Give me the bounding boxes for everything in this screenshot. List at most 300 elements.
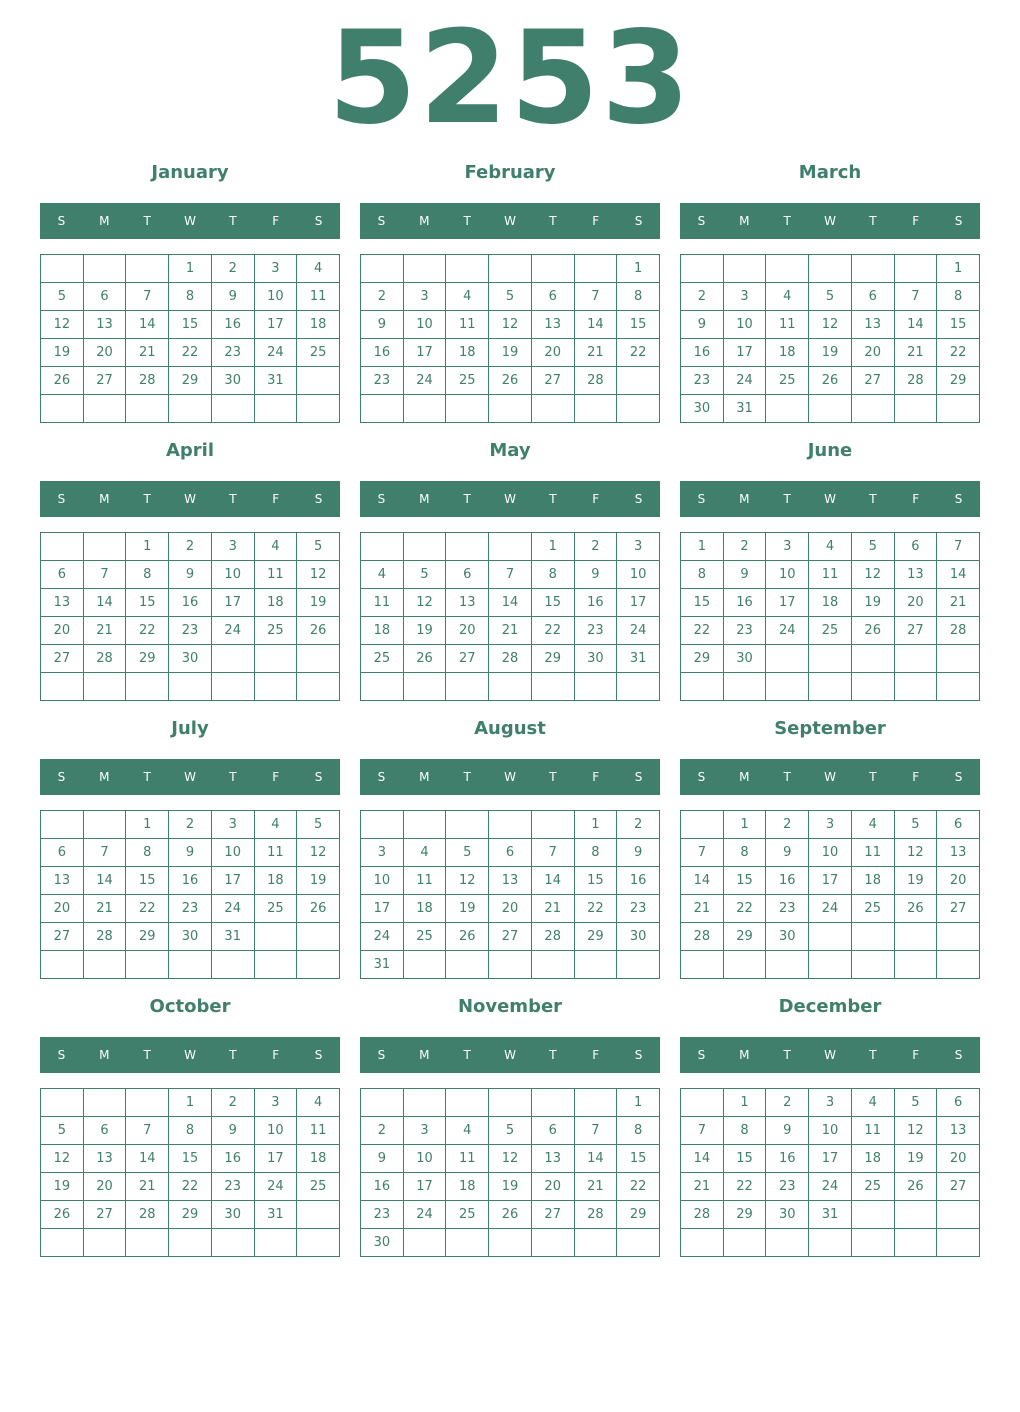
day-cell: 10 bbox=[404, 1145, 447, 1173]
weekday-label: T bbox=[229, 1048, 237, 1062]
day-cell bbox=[361, 395, 404, 423]
weekday-label: T bbox=[869, 214, 877, 228]
day-cell bbox=[169, 395, 212, 423]
day-cell: 12 bbox=[489, 311, 532, 339]
day-cell: 11 bbox=[852, 1117, 895, 1145]
day-cell bbox=[84, 1089, 127, 1117]
day-cell: 4 bbox=[852, 1089, 895, 1117]
day-cell: 21 bbox=[489, 617, 532, 645]
day-cell: 6 bbox=[937, 1089, 980, 1117]
day-cell: 15 bbox=[617, 311, 660, 339]
day-cell: 10 bbox=[617, 561, 660, 589]
day-cell bbox=[937, 645, 980, 673]
weekday-label: F bbox=[912, 1048, 920, 1062]
weekday-label: T bbox=[549, 1048, 557, 1062]
days-grid bbox=[360, 1088, 660, 1257]
day-cell: 26 bbox=[446, 923, 489, 951]
day-cell: 17 bbox=[255, 1145, 298, 1173]
day-cell bbox=[895, 1201, 938, 1229]
day-cell: 9 bbox=[169, 561, 212, 589]
day-cell: 20 bbox=[852, 339, 895, 367]
day-cell: 16 bbox=[575, 589, 618, 617]
day-cell: 22 bbox=[169, 1173, 212, 1201]
day-cell: 30 bbox=[212, 1201, 255, 1229]
day-cell: 24 bbox=[617, 617, 660, 645]
day-cell: 14 bbox=[681, 1145, 724, 1173]
weekday-label: T bbox=[229, 214, 237, 228]
weekday-label: T bbox=[143, 492, 151, 506]
weekday-label: W bbox=[824, 214, 836, 228]
weekday-header bbox=[680, 1037, 980, 1073]
day-cell bbox=[255, 395, 298, 423]
day-cell: 13 bbox=[84, 311, 127, 339]
day-cell: 28 bbox=[575, 1201, 618, 1229]
day-cell bbox=[126, 1089, 169, 1117]
day-cell bbox=[575, 395, 618, 423]
day-cell bbox=[681, 1229, 724, 1257]
day-cell: 6 bbox=[937, 811, 980, 839]
day-cell bbox=[404, 811, 447, 839]
day-cell: 12 bbox=[404, 589, 447, 617]
day-cell bbox=[617, 673, 660, 701]
weekday-label: S bbox=[57, 1048, 66, 1062]
day-cell: 19 bbox=[895, 867, 938, 895]
day-cell: 19 bbox=[895, 1145, 938, 1173]
day-cell: 21 bbox=[84, 617, 127, 645]
weekday-label: W bbox=[184, 1048, 196, 1062]
day-cell: 15 bbox=[126, 589, 169, 617]
day-cell bbox=[297, 673, 340, 701]
day-cell: 15 bbox=[724, 867, 767, 895]
weekday-label: T bbox=[463, 492, 471, 506]
day-cell: 4 bbox=[297, 1089, 340, 1117]
day-cell bbox=[575, 255, 618, 283]
day-cell: 13 bbox=[937, 1117, 980, 1145]
day-cell: 26 bbox=[41, 1201, 84, 1229]
weekday-label: F bbox=[912, 214, 920, 228]
day-cell: 17 bbox=[809, 1145, 852, 1173]
day-cell bbox=[489, 395, 532, 423]
day-cell: 25 bbox=[361, 645, 404, 673]
day-cell: 19 bbox=[297, 867, 340, 895]
day-cell: 6 bbox=[84, 1117, 127, 1145]
day-cell bbox=[361, 533, 404, 561]
day-cell: 13 bbox=[937, 839, 980, 867]
day-cell: 16 bbox=[766, 867, 809, 895]
day-cell: 19 bbox=[404, 617, 447, 645]
day-cell: 16 bbox=[617, 867, 660, 895]
day-cell bbox=[446, 395, 489, 423]
weekday-label: W bbox=[184, 770, 196, 784]
day-cell: 20 bbox=[937, 867, 980, 895]
day-cell: 31 bbox=[724, 395, 767, 423]
day-cell: 22 bbox=[617, 339, 660, 367]
day-cell bbox=[361, 1089, 404, 1117]
weekday-label: F bbox=[592, 1048, 600, 1062]
weekday-label: S bbox=[314, 1048, 323, 1062]
day-cell: 25 bbox=[255, 895, 298, 923]
day-cell: 1 bbox=[617, 1089, 660, 1117]
day-cell: 11 bbox=[852, 839, 895, 867]
weekday-label: W bbox=[184, 492, 196, 506]
day-cell: 19 bbox=[446, 895, 489, 923]
day-cell: 15 bbox=[169, 1145, 212, 1173]
day-cell: 30 bbox=[361, 1229, 404, 1257]
day-cell: 5 bbox=[446, 839, 489, 867]
day-cell: 18 bbox=[255, 589, 298, 617]
day-cell bbox=[255, 1229, 298, 1257]
day-cell bbox=[41, 395, 84, 423]
weekday-header bbox=[360, 203, 660, 239]
weekday-header bbox=[680, 203, 980, 239]
day-cell: 10 bbox=[361, 867, 404, 895]
day-cell bbox=[404, 1089, 447, 1117]
day-cell: 20 bbox=[489, 895, 532, 923]
day-cell bbox=[297, 1201, 340, 1229]
day-cell: 26 bbox=[404, 645, 447, 673]
weekday-label: S bbox=[634, 214, 643, 228]
day-cell: 30 bbox=[681, 395, 724, 423]
day-cell: 9 bbox=[766, 839, 809, 867]
weekday-label: M bbox=[99, 770, 110, 784]
day-cell: 20 bbox=[446, 617, 489, 645]
day-cell: 29 bbox=[575, 923, 618, 951]
day-cell bbox=[84, 811, 127, 839]
month-june bbox=[680, 433, 980, 701]
day-cell: 21 bbox=[937, 589, 980, 617]
day-cell: 8 bbox=[617, 1117, 660, 1145]
day-cell: 25 bbox=[255, 617, 298, 645]
day-cell: 4 bbox=[446, 283, 489, 311]
month-name: May bbox=[489, 440, 531, 461]
day-cell bbox=[446, 1089, 489, 1117]
day-cell: 31 bbox=[255, 1201, 298, 1229]
month-august bbox=[360, 711, 660, 979]
day-cell: 29 bbox=[169, 1201, 212, 1229]
day-cell: 9 bbox=[681, 311, 724, 339]
weekday-label: M bbox=[739, 214, 750, 228]
day-cell: 24 bbox=[766, 617, 809, 645]
day-cell: 10 bbox=[809, 839, 852, 867]
month-october bbox=[40, 989, 340, 1257]
weekday-label: S bbox=[314, 770, 323, 784]
weekday-header bbox=[40, 203, 340, 239]
day-cell: 12 bbox=[852, 561, 895, 589]
day-cell: 6 bbox=[84, 283, 127, 311]
day-cell: 13 bbox=[489, 867, 532, 895]
day-cell: 7 bbox=[489, 561, 532, 589]
day-cell: 17 bbox=[212, 867, 255, 895]
day-cell bbox=[895, 673, 938, 701]
day-cell bbox=[766, 1229, 809, 1257]
day-cell: 14 bbox=[895, 311, 938, 339]
day-cell: 22 bbox=[681, 617, 724, 645]
day-cell bbox=[446, 673, 489, 701]
day-cell: 9 bbox=[766, 1117, 809, 1145]
day-cell: 22 bbox=[617, 1173, 660, 1201]
day-cell bbox=[809, 923, 852, 951]
day-cell bbox=[489, 951, 532, 979]
day-cell bbox=[404, 255, 447, 283]
weekday-label: F bbox=[272, 1048, 280, 1062]
month-name: February bbox=[464, 162, 556, 183]
day-cell: 10 bbox=[809, 1117, 852, 1145]
day-cell: 7 bbox=[84, 839, 127, 867]
day-cell: 27 bbox=[532, 1201, 575, 1229]
day-cell: 27 bbox=[84, 1201, 127, 1229]
day-cell: 3 bbox=[212, 811, 255, 839]
day-cell: 20 bbox=[84, 339, 127, 367]
day-cell bbox=[404, 951, 447, 979]
weekday-label: W bbox=[824, 1048, 836, 1062]
day-cell: 23 bbox=[361, 367, 404, 395]
day-cell: 9 bbox=[361, 1145, 404, 1173]
day-cell: 26 bbox=[297, 895, 340, 923]
day-cell bbox=[361, 255, 404, 283]
day-cell bbox=[212, 951, 255, 979]
day-cell: 4 bbox=[852, 811, 895, 839]
day-cell: 23 bbox=[766, 1173, 809, 1201]
day-cell: 20 bbox=[895, 589, 938, 617]
day-cell: 22 bbox=[532, 617, 575, 645]
weekday-header bbox=[40, 1037, 340, 1073]
day-cell: 27 bbox=[489, 923, 532, 951]
day-cell: 30 bbox=[169, 923, 212, 951]
day-cell: 25 bbox=[852, 895, 895, 923]
year-title: 5253 bbox=[327, 4, 693, 153]
day-cell: 3 bbox=[361, 839, 404, 867]
day-cell bbox=[809, 673, 852, 701]
weekday-label: M bbox=[99, 1048, 110, 1062]
day-cell bbox=[852, 951, 895, 979]
weekday-label: S bbox=[314, 492, 323, 506]
day-cell: 12 bbox=[895, 1117, 938, 1145]
day-cell: 21 bbox=[575, 1173, 618, 1201]
weekday-label: T bbox=[783, 214, 791, 228]
day-cell: 20 bbox=[532, 1173, 575, 1201]
day-cell: 3 bbox=[255, 1089, 298, 1117]
day-cell: 5 bbox=[297, 811, 340, 839]
day-cell: 3 bbox=[809, 1089, 852, 1117]
weekday-label: S bbox=[377, 214, 386, 228]
day-cell bbox=[809, 395, 852, 423]
day-cell bbox=[126, 951, 169, 979]
day-cell bbox=[489, 533, 532, 561]
day-cell bbox=[724, 673, 767, 701]
day-cell bbox=[169, 673, 212, 701]
day-cell: 31 bbox=[361, 951, 404, 979]
day-cell bbox=[575, 1229, 618, 1257]
day-cell: 2 bbox=[681, 283, 724, 311]
days-grid bbox=[360, 254, 660, 423]
day-cell: 10 bbox=[212, 839, 255, 867]
day-cell bbox=[84, 1229, 127, 1257]
month-september bbox=[680, 711, 980, 979]
day-cell: 6 bbox=[895, 533, 938, 561]
day-cell: 27 bbox=[41, 923, 84, 951]
day-cell: 11 bbox=[255, 839, 298, 867]
day-cell bbox=[41, 1229, 84, 1257]
day-cell bbox=[532, 1089, 575, 1117]
day-cell: 18 bbox=[361, 617, 404, 645]
day-cell: 24 bbox=[212, 895, 255, 923]
day-cell: 24 bbox=[809, 895, 852, 923]
day-cell: 15 bbox=[575, 867, 618, 895]
day-cell bbox=[255, 923, 298, 951]
day-cell: 1 bbox=[724, 811, 767, 839]
day-cell bbox=[852, 645, 895, 673]
day-cell: 5 bbox=[895, 811, 938, 839]
month-january bbox=[40, 155, 340, 423]
day-cell: 17 bbox=[404, 1173, 447, 1201]
day-cell bbox=[489, 255, 532, 283]
day-cell bbox=[724, 951, 767, 979]
day-cell bbox=[404, 533, 447, 561]
day-cell: 11 bbox=[446, 1145, 489, 1173]
day-cell bbox=[255, 951, 298, 979]
day-cell: 16 bbox=[212, 1145, 255, 1173]
day-cell: 22 bbox=[724, 895, 767, 923]
weekday-label: W bbox=[184, 214, 196, 228]
day-cell: 14 bbox=[84, 589, 127, 617]
day-cell: 8 bbox=[575, 839, 618, 867]
day-cell: 31 bbox=[212, 923, 255, 951]
day-cell: 16 bbox=[169, 867, 212, 895]
day-cell: 7 bbox=[895, 283, 938, 311]
day-cell: 26 bbox=[852, 617, 895, 645]
weekday-label: S bbox=[697, 770, 706, 784]
day-cell: 3 bbox=[404, 1117, 447, 1145]
day-cell: 25 bbox=[766, 367, 809, 395]
day-cell: 29 bbox=[126, 923, 169, 951]
day-cell: 9 bbox=[575, 561, 618, 589]
month-july bbox=[40, 711, 340, 979]
day-cell: 24 bbox=[255, 339, 298, 367]
day-cell bbox=[937, 923, 980, 951]
day-cell: 28 bbox=[532, 923, 575, 951]
day-cell: 18 bbox=[852, 1145, 895, 1173]
day-cell: 31 bbox=[809, 1201, 852, 1229]
day-cell: 2 bbox=[361, 1117, 404, 1145]
day-cell: 1 bbox=[724, 1089, 767, 1117]
day-cell bbox=[126, 1229, 169, 1257]
weekday-label: S bbox=[57, 214, 66, 228]
weekday-label: S bbox=[57, 770, 66, 784]
weekday-label: T bbox=[229, 492, 237, 506]
day-cell: 17 bbox=[766, 589, 809, 617]
day-cell bbox=[532, 1229, 575, 1257]
day-cell bbox=[617, 1229, 660, 1257]
day-cell: 8 bbox=[937, 283, 980, 311]
day-cell: 3 bbox=[617, 533, 660, 561]
day-cell: 3 bbox=[724, 283, 767, 311]
day-cell: 13 bbox=[84, 1145, 127, 1173]
day-cell: 15 bbox=[532, 589, 575, 617]
weekday-label: M bbox=[419, 214, 430, 228]
days-grid bbox=[40, 532, 340, 701]
day-cell: 25 bbox=[404, 923, 447, 951]
weekday-label: M bbox=[99, 214, 110, 228]
day-cell: 1 bbox=[617, 255, 660, 283]
day-cell: 29 bbox=[617, 1201, 660, 1229]
month-name: March bbox=[798, 162, 862, 183]
day-cell: 26 bbox=[489, 367, 532, 395]
day-cell: 4 bbox=[255, 533, 298, 561]
day-cell bbox=[41, 951, 84, 979]
day-cell: 15 bbox=[681, 589, 724, 617]
day-cell bbox=[41, 255, 84, 283]
weekday-label: T bbox=[143, 1048, 151, 1062]
weekday-label: W bbox=[824, 492, 836, 506]
day-cell bbox=[255, 673, 298, 701]
day-cell: 23 bbox=[169, 617, 212, 645]
day-cell bbox=[297, 645, 340, 673]
day-cell: 21 bbox=[532, 895, 575, 923]
day-cell: 26 bbox=[809, 367, 852, 395]
day-cell bbox=[575, 673, 618, 701]
day-cell: 27 bbox=[84, 367, 127, 395]
day-cell bbox=[532, 951, 575, 979]
weekday-label: M bbox=[419, 770, 430, 784]
day-cell bbox=[404, 395, 447, 423]
day-cell: 5 bbox=[41, 283, 84, 311]
day-cell bbox=[532, 255, 575, 283]
weekday-label: S bbox=[314, 214, 323, 228]
day-cell: 17 bbox=[361, 895, 404, 923]
weekday-label: S bbox=[954, 214, 963, 228]
day-cell bbox=[41, 673, 84, 701]
day-cell: 30 bbox=[212, 367, 255, 395]
day-cell: 9 bbox=[212, 1117, 255, 1145]
days-grid bbox=[40, 1088, 340, 1257]
day-cell: 21 bbox=[126, 1173, 169, 1201]
month-name: November bbox=[457, 996, 563, 1017]
day-cell: 27 bbox=[41, 645, 84, 673]
day-cell bbox=[895, 395, 938, 423]
day-cell bbox=[852, 923, 895, 951]
day-cell: 25 bbox=[446, 367, 489, 395]
days-grid bbox=[360, 532, 660, 701]
day-cell: 15 bbox=[724, 1145, 767, 1173]
day-cell: 19 bbox=[41, 339, 84, 367]
weekday-label: M bbox=[739, 1048, 750, 1062]
day-cell bbox=[532, 395, 575, 423]
day-cell bbox=[852, 395, 895, 423]
day-cell: 23 bbox=[766, 895, 809, 923]
day-cell bbox=[681, 255, 724, 283]
day-cell: 7 bbox=[681, 839, 724, 867]
day-cell: 7 bbox=[532, 839, 575, 867]
day-cell: 10 bbox=[404, 311, 447, 339]
weekday-label: F bbox=[592, 214, 600, 228]
day-cell: 17 bbox=[404, 339, 447, 367]
day-cell: 23 bbox=[169, 895, 212, 923]
weekday-label: S bbox=[954, 770, 963, 784]
day-cell: 9 bbox=[617, 839, 660, 867]
day-cell bbox=[169, 1229, 212, 1257]
day-cell: 4 bbox=[361, 561, 404, 589]
day-cell: 2 bbox=[169, 811, 212, 839]
weekday-label: W bbox=[504, 492, 516, 506]
day-cell: 9 bbox=[361, 311, 404, 339]
day-cell bbox=[617, 951, 660, 979]
weekday-label: T bbox=[869, 770, 877, 784]
weekday-label: T bbox=[463, 214, 471, 228]
day-cell: 29 bbox=[937, 367, 980, 395]
day-cell: 14 bbox=[681, 867, 724, 895]
day-cell: 29 bbox=[724, 923, 767, 951]
weekday-header bbox=[680, 759, 980, 795]
